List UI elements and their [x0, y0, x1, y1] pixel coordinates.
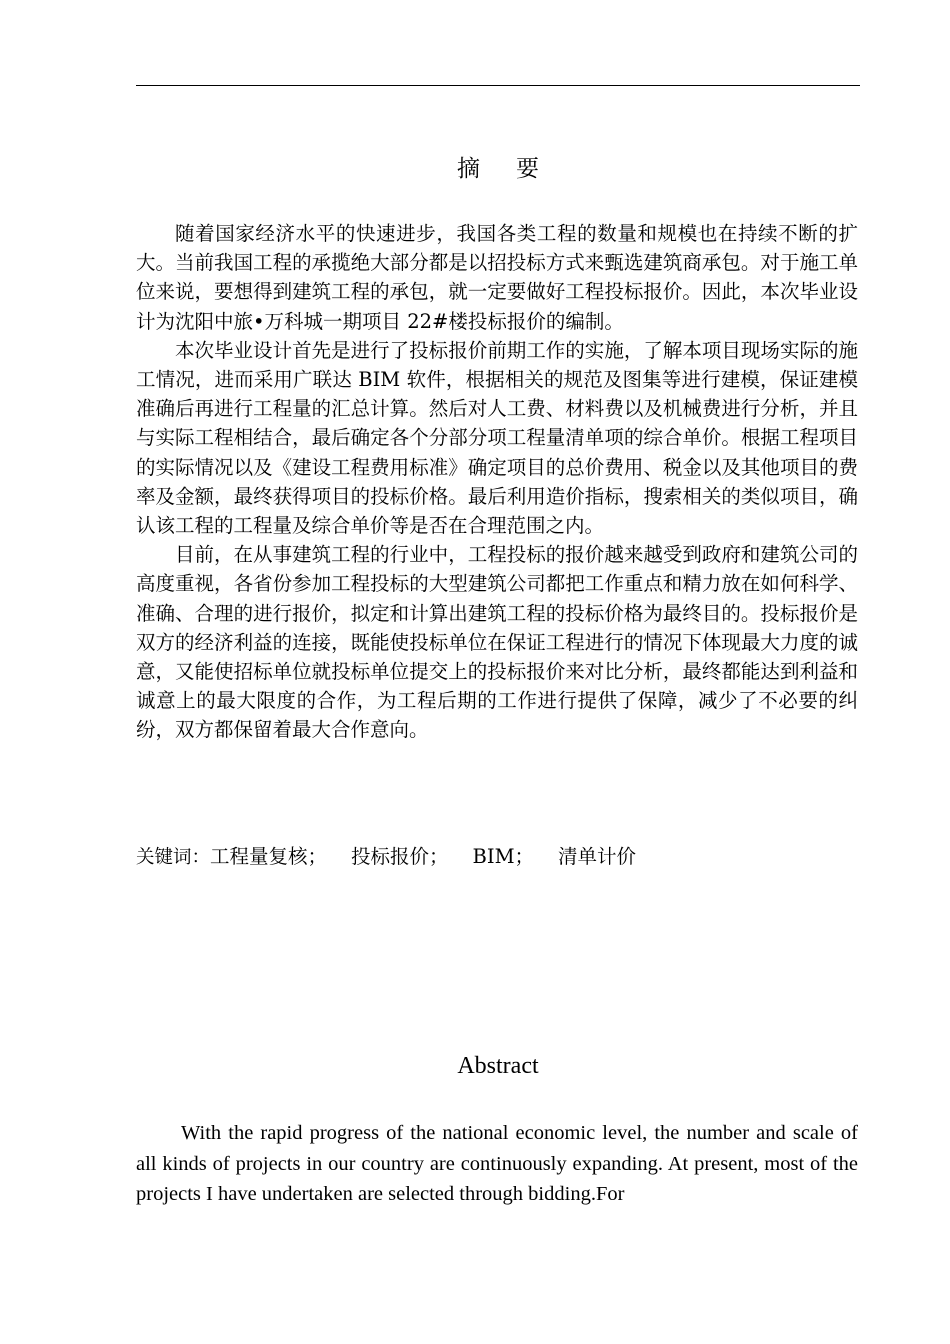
chinese-abstract-paragraph: 本次毕业设计首先是进行了投标报价前期工作的实施，了解本项目现场实际的施工情况，进而采用广联达 BIM 软件，根据相关的规范及图集等进行建模，保证建模准确后再进行工程量的汇总计算。然后对人工费、材料费以及机械费进行分析，并且与实际工程相结合，最后确定各个分部分项工程量清单项的综合单价。根据工程项目的实际情况以及《建设工程费用标准》确定项目的总价费用、税金以及其他项目的费率及金额，最终获得项目的投标价格。最后利用造价指标，搜索相关的类似项目，确认该工程的工程量及综合单价等是否在合理范围之内。	[136, 338, 858, 538]
english-abstract-paragraph: With the rapid progress of the national economic level, the number and scale of all kinds of projects in our country are continuously expanding. At present, most of the projects I have undertaken are selected through bidding.For	[136, 1122, 858, 1206]
keyword-term: 工程量复核；	[210, 845, 328, 868]
chinese-abstract-title: 摘要	[457, 156, 575, 182]
english-abstract-title: Abstract	[457, 1053, 539, 1079]
header-rule	[136, 85, 860, 86]
english-abstract-body	[136, 1118, 858, 1210]
chinese-abstract-paragraph: 随着国家经济水平的快速进步，我国各类工程的数量和规模也在持续不断的扩大。当前我国工程的承揽绝大部分都是以招投标方式来甄选建筑商承包。对于施工单位来说，要想得到建筑工程的承包，就一定要做好工程投标报价。因此，本次毕业设计为沈阳中旅•万科城一期项目 22#楼投标报价的编制。	[136, 222, 858, 333]
chinese-abstract-paragraph: 目前，在从事建筑工程的行业中，工程投标的报价越来越受到政府和建筑公司的高度重视，各省份参加工程投标的大型建筑公司都把工作重点和精力放在如何科学、准确、合理的进行报价，拟定和计算出建筑工程的投标价格为最终目的。投标报价是双方的经济利益的连接，既能使投标单位在保证工程进行的情况下体现最大力度的诚意，又能使招标单位就投标单位提交上的投标报价来对比分析，最终都能达到利益和诚意上的最大限度的合作，为工程后期的工作进行提供了保障，减少了不必要的纠纷，双方都保留着最大合作意向。	[136, 543, 858, 742]
keyword-term: 投标报价；	[351, 845, 449, 868]
chinese-abstract-body	[136, 219, 858, 745]
keyword-term: 清单计价	[558, 845, 637, 868]
keyword-term: BIM；	[472, 845, 535, 868]
keywords-label: 关键词：	[136, 847, 211, 868]
keywords-line	[136, 842, 858, 872]
